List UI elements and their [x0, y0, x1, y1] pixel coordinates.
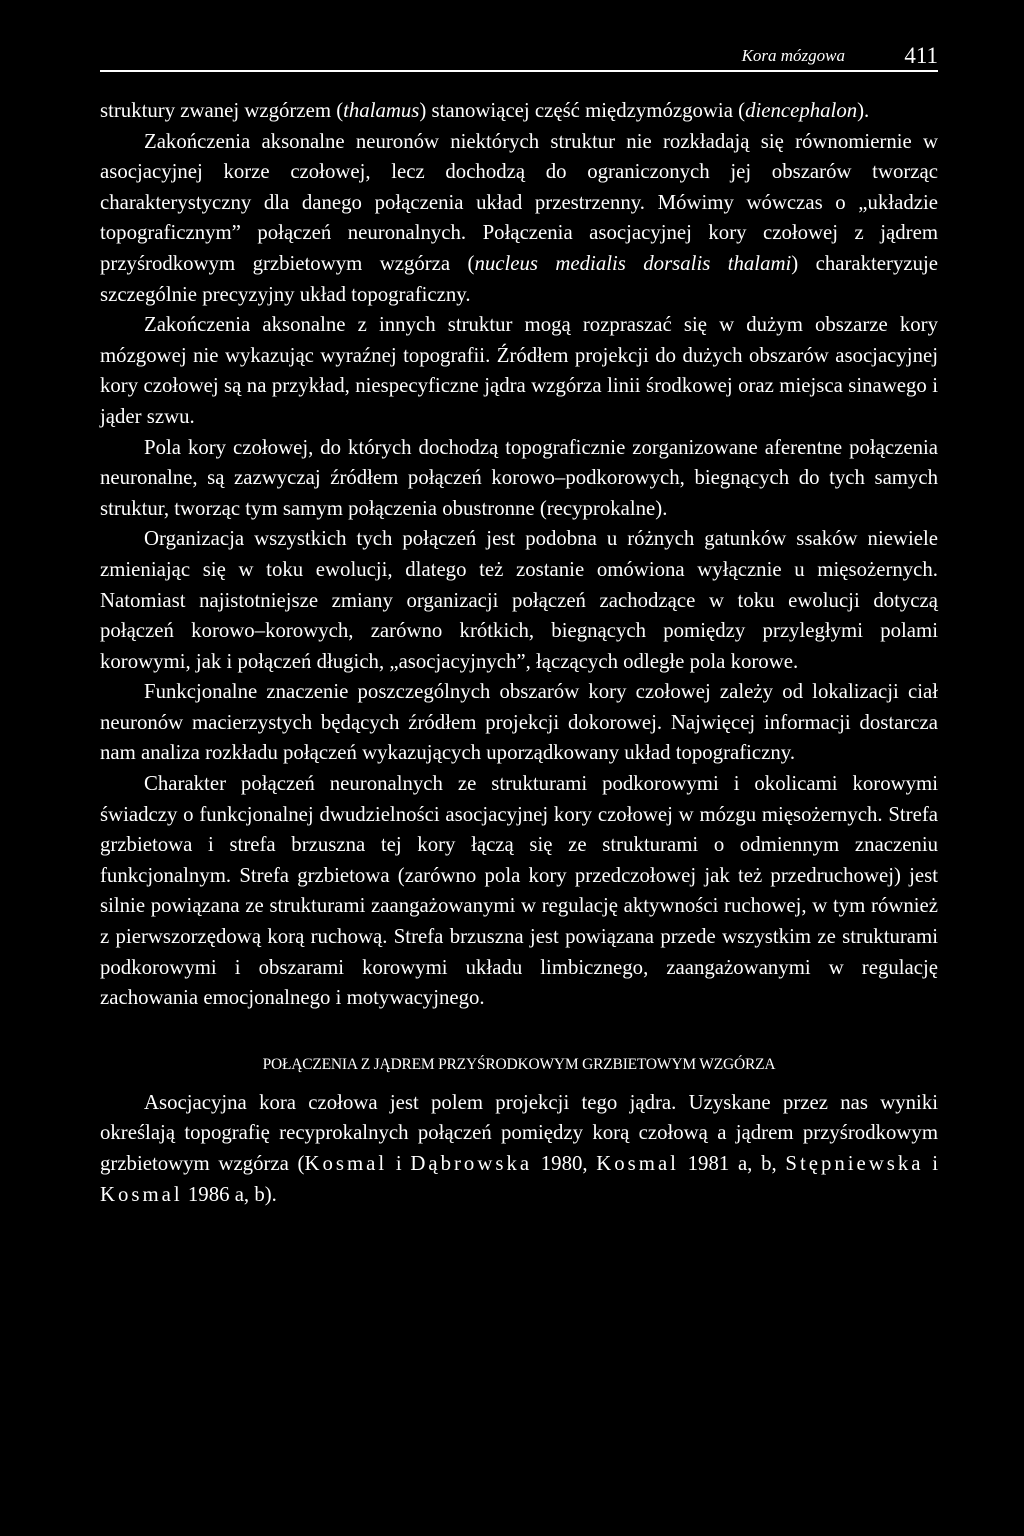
page-number: 411	[904, 43, 938, 68]
text-run: i	[923, 1152, 938, 1175]
paragraph: Funkcjonalne znaczenie poszczególnych obszarów kory czołowej zależy od lokalizacji ciał neuronów macierzystych będących źródłem projekcji dokorowej. Najwięcej informacji dostarcza nam analiza rozkładu połączeń wykazujących uporządkowany układ topograficzny.	[100, 680, 938, 765]
latin-term: diencephalon	[745, 99, 858, 122]
author-name: Kosmal	[100, 1182, 183, 1206]
text-run: 1981 a, b,	[678, 1152, 786, 1175]
section-heading: POŁĄCZENIA Z JĄDREM PRZYŚRODKOWYM GRZBIETOWYM WZGÓRZA	[262, 1055, 776, 1073]
paragraph	[100, 127, 938, 311]
author-name: Kosmal	[596, 1152, 679, 1175]
running-header-title: Kora mózgowa	[741, 46, 845, 65]
text-run: ).	[857, 99, 870, 122]
text-run: 1980,	[532, 1152, 597, 1175]
author-name: Stępniewska	[785, 1152, 924, 1175]
paragraph: Pola kory czołowej, do których dochodzą topograficznie zorganizowane aferentne połączenia neuronalne, są zazwyczaj źródłem połączeń korowo–podkorowych, biegnących do tych samych struktur, tworząc tym samym połączenia obustronne (recyprokalne).	[100, 435, 938, 520]
running-header	[100, 44, 938, 72]
latin-term: nucleus medialis dorsalis thalami	[474, 251, 792, 275]
text-run: 1986 a, b).	[182, 1182, 277, 1206]
paragraph-continuation	[100, 96, 938, 127]
paragraph: Charakter połączeń neuronalnych ze strukturami podkorowymi i okolicami korowymi świadczy o funkcjonalnej dwudzielności asocjacyjnej kory czołowej w mózgu mięsożernych. Strefa grzbietowa i strefa brzuszna tej kory łączą się ze strukturami o odmiennym znaczeniu funkcjonalnym. Strefa grzbietowa (zarówno pola kory przedczołowej jak też przedruchowej) jest silnie powiązana ze strukturami zaangażowanymi w regulację aktywności ruchowej, w tym również z pierwszorzędową korą ruchową. Strefa brzuszna jest powiązana przede wszystkim ze strukturami podkorowymi i obszarami korowymi układu limbicznego, zaangażowanymi w regulację zachowania emocjonalnego i motywacyjnego.	[100, 772, 938, 1010]
text-run: struktury zwanej wzgórzem (	[100, 99, 344, 122]
text-run: Zakończenia aksonalne neuronów niektórych struktur nie rozkładają się równomiernie w asocjacyjnej korze czołowej, lecz dochodzą do ograniczonych jej obszarów tworząc charakterystyczny dla danego połączenia układ przestrzenny. Mówimy wówczas o „układzie topograficznym” połączeń neuronalnych. Połączenia asocjacyjnej kory czołowej z jądrem przyśrodkowym grzbietowym wzgórza (	[100, 129, 938, 275]
text-run: ) stanowiącej część międzymózgowia (	[419, 99, 746, 122]
paragraph	[100, 1088, 938, 1210]
author-name: Dąbrowska	[410, 1152, 533, 1175]
paragraph: Organizacja wszystkich tych połączeń jest podobna u różnych gatunków ssaków niewiele zmieniając się w toku ewolucji, dlatego też zostanie omówiona wyłącznie u mięsożernych. Natomiast najistotniejsze zmiany organizacji połączeń zachodzące w toku ewolucji dotyczą połączeń korowo–korowych, zarówno krótkich, biegnących pomiędzy przyległymi polami korowymi, jak i połączeń długich, „asocjacyjnych”, łączących odległe pola korowe.	[100, 527, 938, 673]
text-run: Asocjacyjna kora czołowa jest polem projekcji tego jądra. Uzyskane przez nas wyniki określają topografię recyprokalnych połączeń pomiędzy korą czołową a jądrem przyśrodkowym grzbietowym wzgórza (	[100, 1090, 938, 1175]
text-run: ) charakteryzuje szczególnie precyzyjny układ topograficzny.	[100, 251, 938, 306]
author-name: Kosmal	[304, 1152, 388, 1175]
page-body	[100, 96, 938, 1210]
latin-term: thalamus	[343, 99, 420, 122]
text-run: i	[387, 1152, 411, 1175]
paragraph: Zakończenia aksonalne z innych struktur mogą rozpraszać się w dużym obszarze kory mózgowej nie wykazując wyraźnej topografii. Źródłem projekcji do dużych obszarów asocjacyjnej kory czołowej są na przykład, niespecyficzne jądra wzgórza linii środkowej oraz miejsca sinawego i jąder szwu.	[100, 313, 938, 428]
